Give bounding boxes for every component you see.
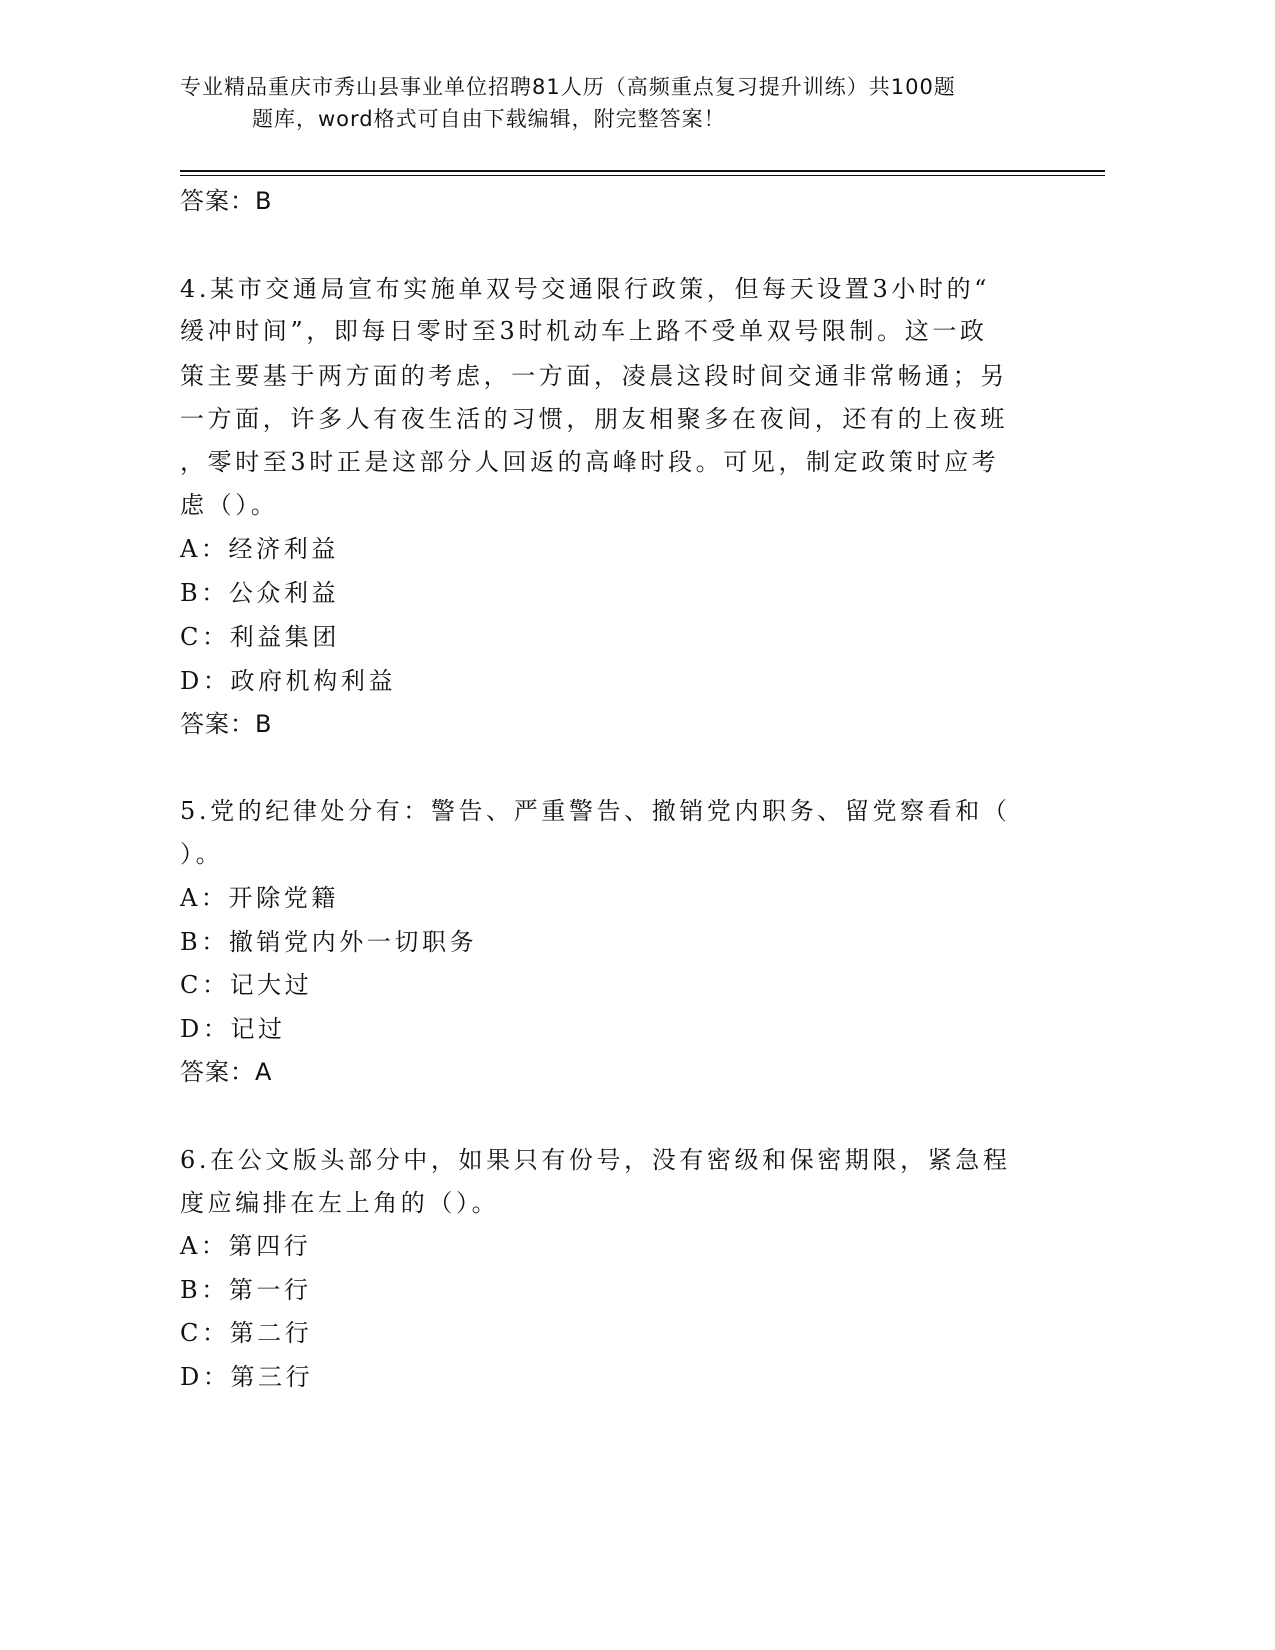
option-d: D：记过 xyxy=(180,1015,286,1043)
answer: 答案：B xyxy=(180,710,273,738)
question-text: 策主要基于两方面的考虑，一方面，凌晨这段时间交通非常畅通；另 xyxy=(180,362,1008,390)
document-header-line-1: 专业精品重庆市秀山县事业单位招聘81人历（高频重点复习提升训练）共100题 xyxy=(180,75,956,99)
option-a: A：经济利益 xyxy=(180,535,339,563)
previous-answer: 答案：B xyxy=(180,187,273,215)
option-c: C：记大过 xyxy=(180,971,313,999)
option-a: A：第四行 xyxy=(180,1232,312,1260)
question-text: ，零时至3时正是这部分人回返的高峰时段。可见，制定政策时应考 xyxy=(180,448,1000,476)
document-header-line-2: 题库，word格式可自由下载编辑，附完整答案！ xyxy=(252,107,726,131)
question-text: 缓冲时间”，即每日零时至3时机动车上路不受单双号限制。这一政 xyxy=(180,317,988,345)
option-b: B：公众利益 xyxy=(180,579,340,607)
question-text: 6.在公文版头部分中，如果只有份号，没有密级和保密期限，紧急程 xyxy=(180,1146,1011,1174)
option-c: C：第二行 xyxy=(180,1319,313,1347)
question-text: 一方面，许多人有夜生活的习惯，朋友相聚多在夜间，还有的上夜班 xyxy=(180,405,1008,433)
option-a: A：开除党籍 xyxy=(180,884,339,912)
question-text: ）。 xyxy=(180,840,224,868)
question-text: 虑（）。 xyxy=(180,491,279,519)
option-b: B：第一行 xyxy=(180,1276,312,1304)
header-divider xyxy=(180,175,1105,176)
option-d: D：政府机构利益 xyxy=(180,667,397,695)
option-c: C：利益集团 xyxy=(180,623,340,651)
question-text: 度应编排在左上角的（）。 xyxy=(180,1189,500,1217)
question-text: 4.某市交通局宣布实施单双号交通限行政策，但每天设置3小时的“ xyxy=(180,275,991,303)
option-b: B：撤销党内外一切职务 xyxy=(180,928,478,956)
header-divider xyxy=(180,170,1105,172)
answer: 答案：A xyxy=(180,1058,273,1086)
option-d: D：第三行 xyxy=(180,1363,314,1391)
question-text: 5.党的纪律处分有：警告、严重警告、撤销党内职务、留党察看和（ xyxy=(180,797,1011,825)
